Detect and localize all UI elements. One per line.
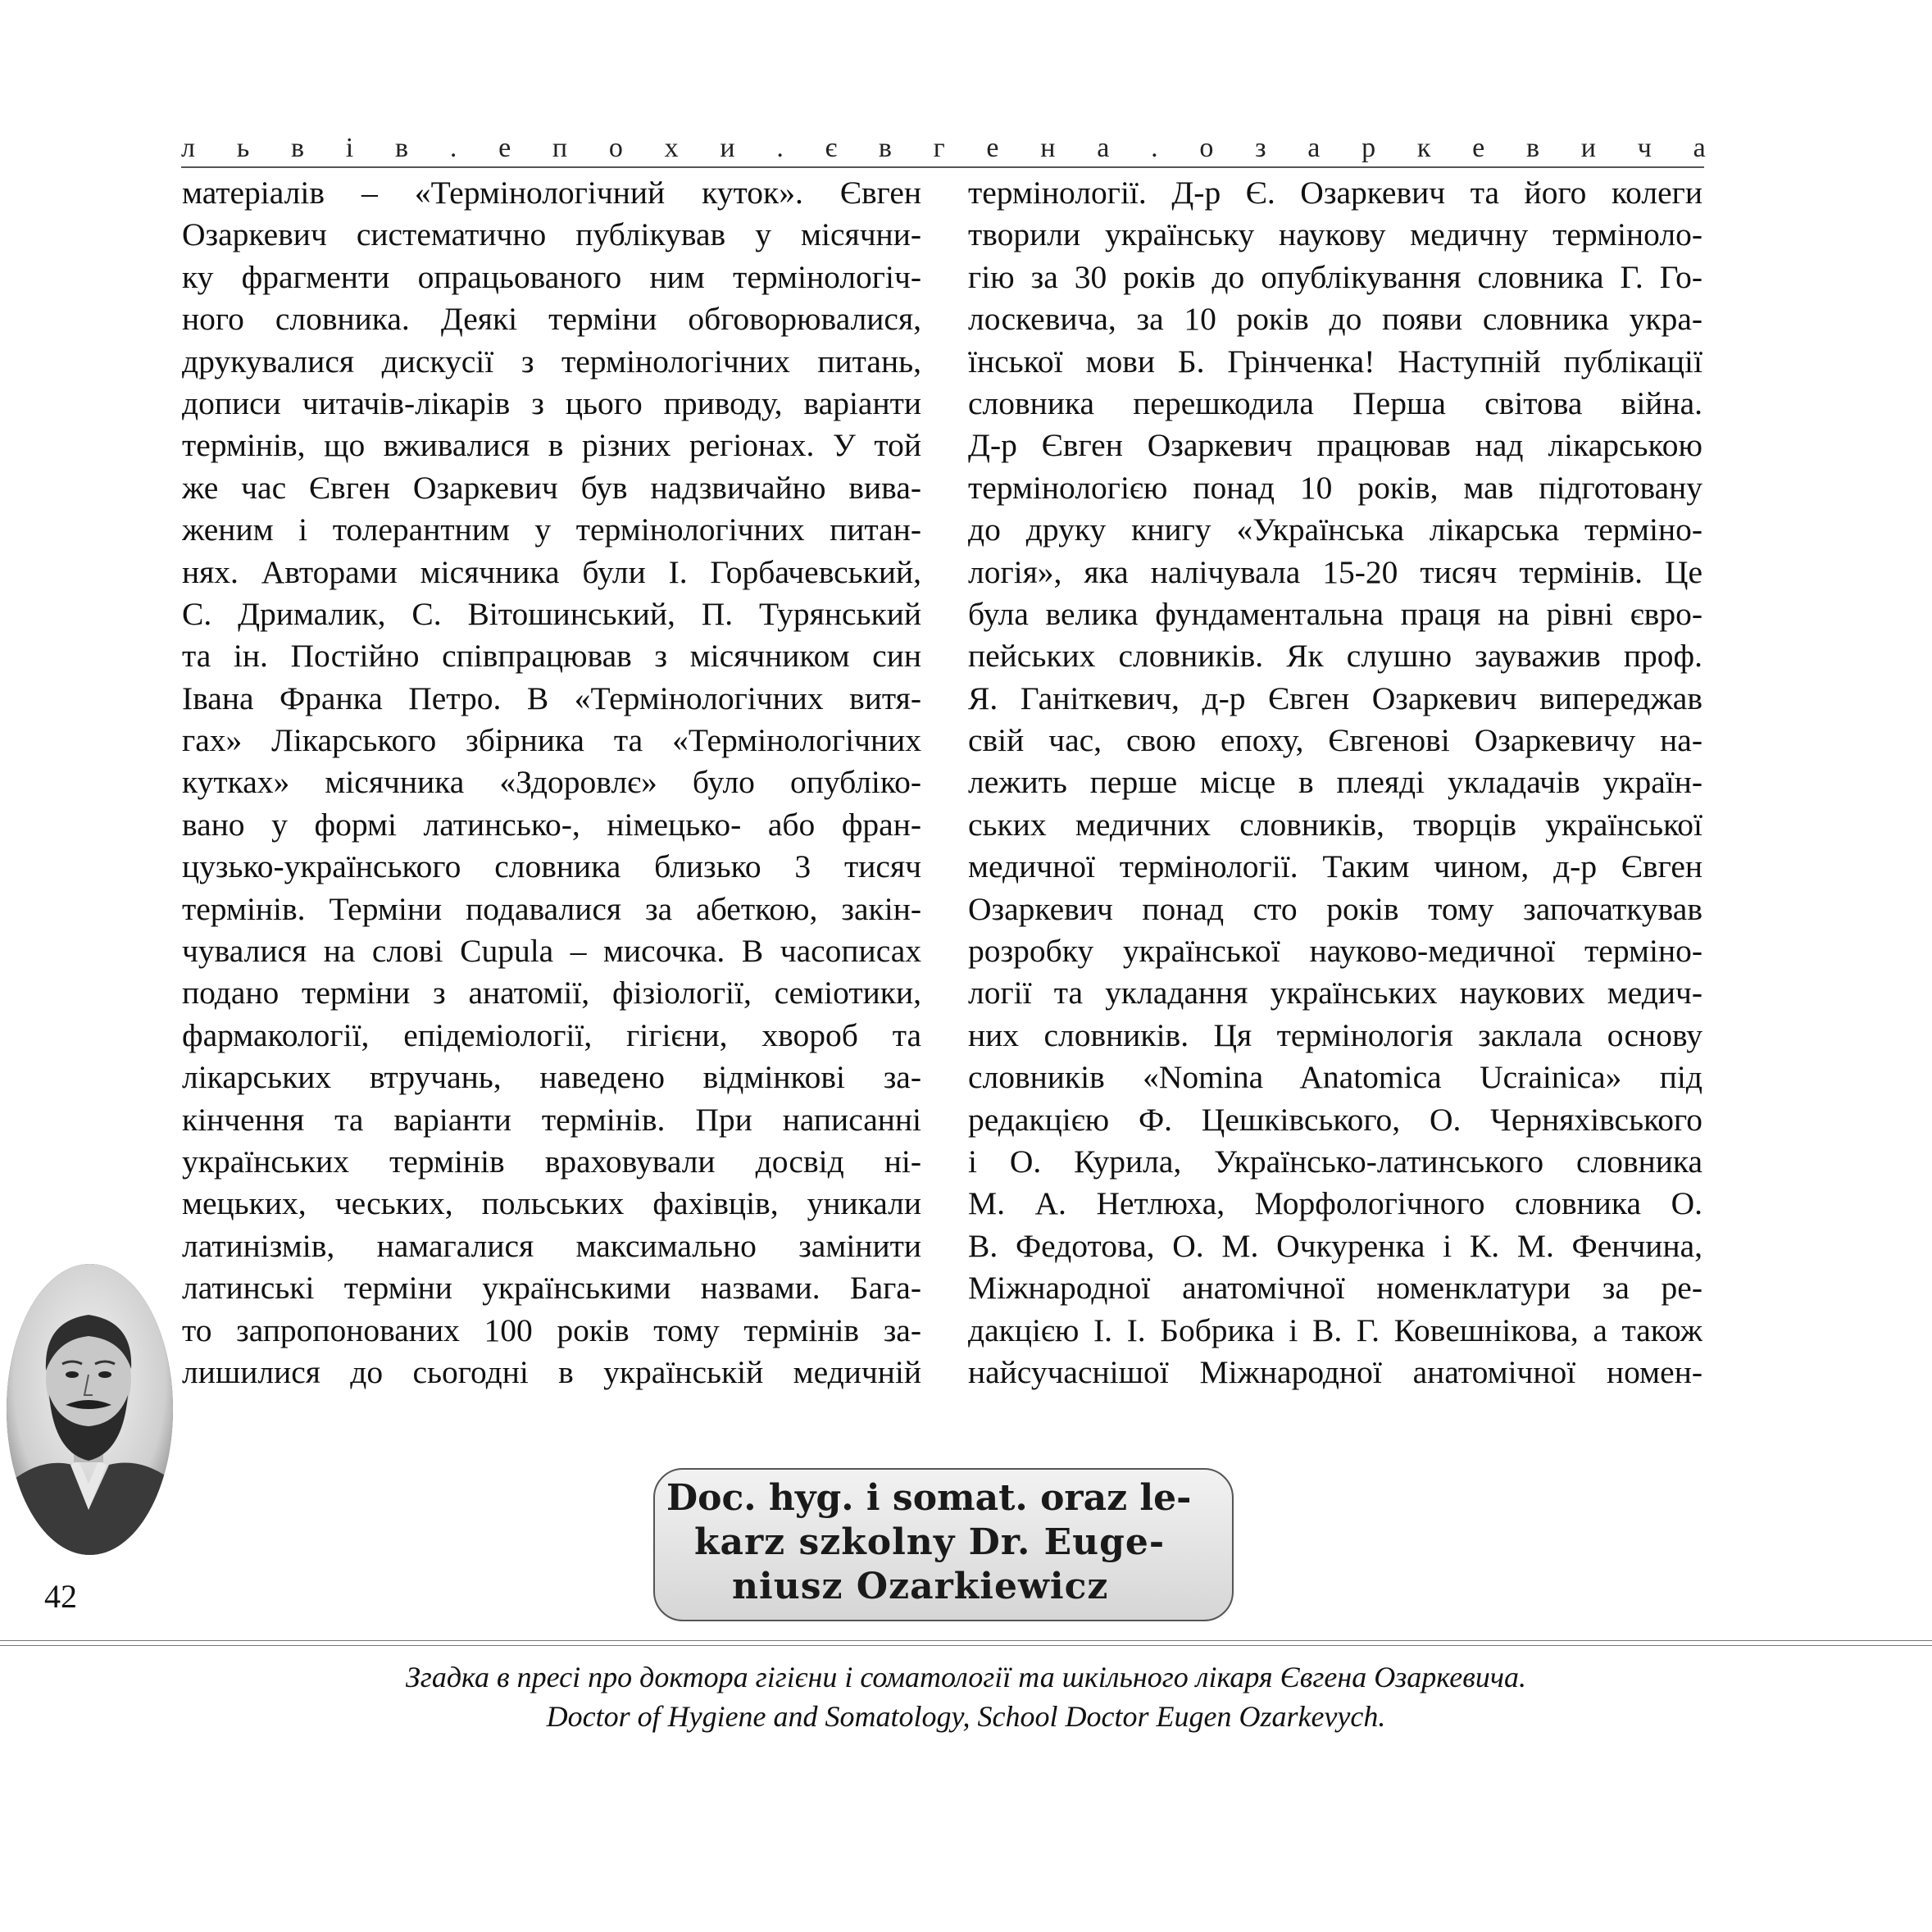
text-line: логія», яка налічувала 15-20 тисяч термінів. Це [968,553,1702,590]
text-line: розробку української науково-медичної терміно- [968,933,1702,970]
running-head-letter: ь [236,133,250,163]
text-line: латинські терміни українськими назвами. Бага- [182,1270,921,1307]
left-text-column [182,172,921,1393]
text-line: лежить перше місце в плеяді укладачів україн- [968,764,1702,801]
text-line: медичної термінології. Таким чином, д-р Євген [968,848,1702,885]
text-line: Івана Франка Петро. В «Термінологічних витя- [182,680,921,716]
text-line: ку фрагменти опрацьованого ним термінологіч- [182,258,921,295]
text-line: термінології. Д-р Є. Озаркевич та його колеги [968,175,1702,211]
running-head-letter: і [345,133,354,163]
right-text-column [968,172,1702,1393]
caption-english: Doctor of Hygiene and Somatology, School Doctor Eugen Ozarkevych. [546,1700,1386,1733]
footer-rule-secondary [0,1645,1932,1646]
running-head-letter: з [1255,133,1266,163]
text-line: М. А. Нетлюха, Морфологічного словника О. [968,1185,1702,1222]
running-head-letter: е [498,133,511,163]
running-head-letter: о [608,133,623,163]
text-line: лишилися до сьогодні в українській медичній [182,1353,921,1390]
clipping-line-1 [666,1476,1224,1521]
text-line: лікарських втручань, наведено відмінкові за- [182,1059,921,1096]
text-line: же час Євген Озаркевич був надзвичайно вива- [182,469,921,506]
footer-rule [0,1640,1932,1641]
text-line: лоскевича, за 10 років до появи словника укра- [968,301,1702,338]
running-head [181,133,1706,164]
text-line: матеріалів – «Термінологічний куток». Євген [182,175,921,211]
running-head-letter: е [986,133,999,163]
text-line: то запропонованих 100 років тому термінів за- [182,1311,921,1348]
running-head-letter: а [1097,133,1110,163]
clipping-text [666,1476,1224,1609]
text-line: гах» Лікарського збірника та «Термінологічних [182,722,921,759]
text-line: цузько-українського словника близько 3 тисяч [182,848,921,885]
text-line: творили українську наукову медичну терміноло- [968,216,1702,253]
text-line: словника перешкодила Перша світова війна. [968,384,1702,421]
caption-ukrainian: Згадка в пресі про доктора гігієни і соматології та шкільного лікаря Євгена Озаркевича. [405,1661,1527,1693]
text-line: Д-р Євген Озаркевич працював над лікарською [968,427,1702,464]
running-head-letter: а [1693,133,1706,163]
running-head-letter: р [1361,133,1376,163]
text-line: Я. Ганіткевич, д-р Євген Озаркевич випереджав [968,680,1702,716]
running-head-letter: в [395,133,409,163]
text-line: гію за 30 років до опублікування словника Г. Го- [968,258,1702,295]
text-line: С. Дрималик, С. Вітошинський, П. Турянський [182,595,921,632]
text-line: кінчення та варіанти термінів. При написанні [182,1101,921,1138]
text-line: В. Федотова, О. М. Очкуренка і К. М. Фенчина, [968,1227,1702,1264]
text-line: свій час, свою епоху, Євгенові Озаркевичу на- [968,722,1702,759]
running-head-letter: в [878,133,892,163]
text-line: і О. Курила, Українсько-латинського словника [968,1143,1702,1180]
running-head-letter: . [1151,133,1158,163]
text-line: логії та укладання українських наукових медич- [968,975,1702,1011]
text-line: редакцією Ф. Цешківського, О. Черняхівського [968,1101,1702,1138]
text-line: термінологією понад 10 років, мав підготовану [968,469,1702,506]
text-line: них словників. Ця термінологія заклала основу [968,1016,1702,1053]
running-head-letter: а [1307,133,1321,163]
text-line: мецьких, чеських, польських фахівців, уникали [182,1185,921,1222]
running-head-letter: и [1580,133,1596,163]
newspaper-clipping [653,1468,1234,1621]
text-line: термінів. Терміни подавалися за абеткою, закін- [182,890,921,927]
text-line: нях. Авторами місячника були І. Горбачевський, [182,553,921,590]
text-line: Озаркевич систематично публікував у місячни- [182,216,921,253]
text-line: їнської мови Б. Грінченка! Наступній публікації [968,343,1702,380]
text-line: ного словника. Деякі терміни обговорювалися, [182,301,921,338]
running-head-letter: в [1525,133,1540,163]
text-line: вано у формі латинсько-, німецько- або фран- [182,806,921,843]
running-head-letter: к [1416,133,1431,163]
running-head-letter: г [933,133,945,163]
header-rule [181,166,1704,168]
page-number: 42 [44,1578,77,1615]
text-line: фармакології, епідеміології, гігієни, хвороб та [182,1016,921,1053]
running-head-letter: п [552,133,568,163]
figure-caption [0,1657,1932,1736]
clipping-line-1-rest: oraz le- [1027,1477,1192,1519]
text-line: термінів, що вживалися в різних регіонах. У той [182,427,921,464]
running-head-letter: х [664,133,679,163]
text-line: латинізмів, намагалися максимально замінити [182,1227,921,1264]
text-line: кутках» місячника «Здоровлє» було опубліко- [182,764,921,801]
text-line: дописи читачів-лікарів з цього приводу, варіанти [182,384,921,421]
text-line: найсучаснішої Міжнародної анатомічної номен- [968,1353,1702,1390]
running-head-letter: л [181,133,195,163]
text-line: пейських словників. Як слушно зауважив проф. [968,638,1702,675]
text-line: та ін. Постійно співпрацював з місячником син [182,638,921,675]
text-line: женим і толерантним у термінологічних питан- [182,511,921,548]
text-line: до друку книгу «Українська лікарська терміно- [968,511,1702,548]
running-head-letter: е [1472,133,1485,163]
text-line: Міжнародної анатомічної номенклатури за ре- [968,1270,1702,1307]
text-line: українських термінів враховували досвід ні- [182,1143,921,1180]
text-line: чувалися на слові Cupula – мисочка. В часописах [182,933,921,970]
text-line: подано терміни з анатомії, фізіології, семіотики, [182,975,921,1011]
text-line: Озаркевич понад сто років тому започаткував [968,890,1702,927]
text-line: ських медичних словників, творців української [968,806,1702,843]
running-head-letter: в [290,133,305,163]
running-head-letter: . [776,133,784,163]
text-line: друкувалися дискусії з термінологічних питань, [182,343,921,380]
portrait-engraving [7,1264,173,1555]
clipping-line-3: niusz Ozarkiewicz [732,1566,1109,1607]
clipping-bold-text: Doc. hyg. i somat. [666,1477,1028,1519]
running-head-letter: є [825,133,838,163]
text-line: дакцією І. І. Бобрика і В. Г. Ковешнікова, а також [968,1311,1702,1348]
text-line: словників «Nomina Anatomica Ucrainica» під [968,1059,1702,1096]
running-head-letter: . [449,133,457,163]
portrait-illustration [7,1264,173,1555]
running-head-letter: ч [1637,133,1652,163]
running-head-letter: о [1199,133,1214,163]
text-line: була велика фундаментальна праця на рівні євро- [968,595,1702,632]
running-head-letter: и [720,133,735,163]
running-head-letter: н [1040,133,1056,163]
clipping-line-2: karz szkolny Dr. Euge- [694,1521,1166,1563]
